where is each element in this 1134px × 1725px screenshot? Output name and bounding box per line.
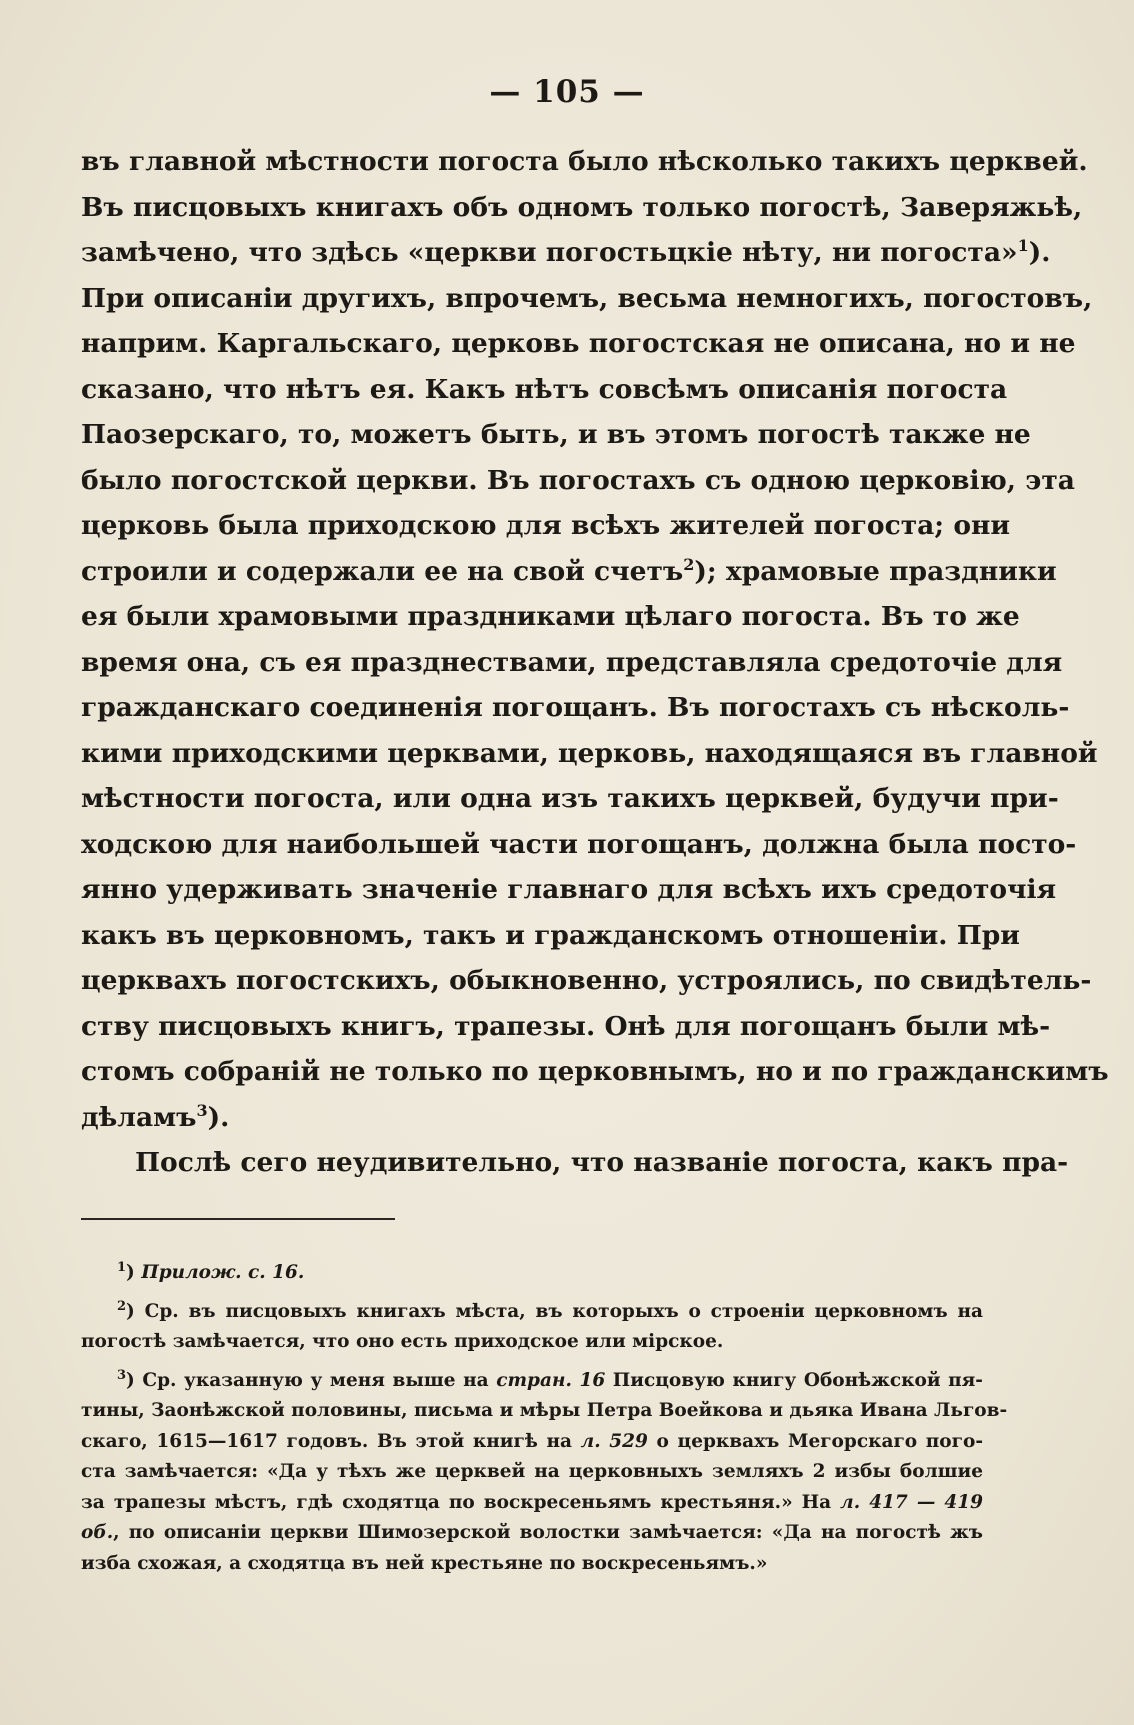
- footnote-reference: 1: [1017, 236, 1029, 256]
- text-line: [81, 367, 1008, 413]
- text-line-tail: ); храмовые праздники: [694, 555, 1057, 587]
- text-line: [81, 276, 1093, 322]
- text-line: [81, 685, 1070, 731]
- text-line: [81, 1140, 1069, 1186]
- text-line: [81, 549, 1057, 595]
- footnote-reference: 3: [196, 1100, 208, 1120]
- text-line-content: Паозерскаго, то, можетъ быть, и въ этомъ погостѣ также не: [81, 419, 1031, 450]
- footnote-line: [81, 1518, 983, 1549]
- footnote-number: 3: [117, 1367, 127, 1383]
- footnote-text: изба схожая, а сходятца въ ней крестьяне по воскресеньямъ.»: [81, 1552, 768, 1574]
- text-line-content: дѣламъ: [81, 1101, 197, 1133]
- footnote-line: [81, 1396, 1008, 1427]
- text-line-tail: ).: [207, 1101, 230, 1133]
- text-line: [81, 185, 1083, 231]
- text-line: [81, 412, 1031, 458]
- footnote-reference: 2: [683, 554, 695, 574]
- footnote-text: скаго, 1615—1617 годовъ. Въ этой книгѣ на: [81, 1430, 581, 1452]
- text-line-content: ходскою для наибольшей части погощанъ, должна была посто-: [81, 828, 1077, 860]
- text-line: [81, 321, 1076, 367]
- text-line-content: строили и содержали ее на свой счетъ: [81, 555, 684, 587]
- text-line-content: время она, съ ея празднествами, представляла средоточіе для: [81, 646, 1063, 678]
- footnote-number: 1: [117, 1259, 127, 1275]
- text-line: [81, 867, 1057, 913]
- footnote-line: [81, 1457, 983, 1488]
- text-line: [81, 731, 1098, 777]
- text-line-content: замѣчено, что здѣсь «церкви погостьцкіе нѣту, ни погоста»: [81, 237, 1018, 268]
- text-line: [81, 913, 1020, 959]
- text-line: [81, 640, 1063, 686]
- footnote-text: за трапезы мѣстъ, гдѣ сходятца по воскресеньямъ крестьяня.» На: [81, 1491, 841, 1513]
- text-line-content: въ главной мѣстности погоста было нѣсколько такихъ церквей.: [81, 146, 1088, 177]
- text-line-content: было погостской церкви. Въ погостахъ съ одною церковію, эта: [81, 464, 1075, 496]
- footnote-gap: [81, 1358, 983, 1366]
- text-line-content: ея были храмовыми праздниками цѣлаго погоста. Въ то же: [81, 601, 1020, 632]
- footnote-text: ) Ср. въ писцовыхъ книгахъ мѣста, въ которыхъ о строеніи церковномъ на: [126, 1300, 983, 1322]
- text-line: [81, 594, 1020, 640]
- text-line-content: сказано, что нѣтъ ея. Какъ нѣтъ совсѣмъ описанія погоста: [81, 373, 1008, 405]
- text-line: [81, 958, 1092, 1004]
- text-line-content: При описаніи другихъ, впрочемъ, весьма немногихъ, погостовъ,: [81, 282, 1093, 314]
- footnote-line: [81, 1297, 983, 1328]
- text-line: [81, 1049, 1109, 1095]
- text-line-content: церквахъ погостскихъ, обыкновенно, устроялись, по свидѣтель-: [81, 965, 1092, 996]
- text-line: [81, 776, 1059, 822]
- text-line-content: мѣстности погоста, или одна изъ такихъ церквей, будучи при-: [81, 783, 1059, 814]
- text-line: [81, 458, 1075, 504]
- text-line: [81, 503, 1011, 549]
- text-line: [81, 822, 1077, 868]
- footnote-text: ста замѣчается: «Да у тѣхъ же церквей на церковныхъ земляхъ 2 избы болшие: [81, 1461, 983, 1482]
- text-line-content: кими приходскими церквами, церковь, находящаяся въ главной: [81, 737, 1098, 769]
- footnote-citation: стран. 16: [496, 1369, 606, 1391]
- footnote-citation: л. 417 — 419: [840, 1491, 983, 1513]
- footnote-text: погостѣ замѣчается, что оно есть приходское или мірское.: [81, 1331, 724, 1352]
- footnote-line: [81, 1427, 983, 1458]
- text-line-content: церковь была приходскою для всѣхъ жителей погоста; они: [81, 510, 1011, 541]
- footnote-line: [81, 1327, 983, 1358]
- text-line-content: ству писцовыхъ книгъ, трапезы. Онѣ для погощанъ были мѣ-: [81, 1010, 1051, 1042]
- footnote-separator: [81, 1218, 395, 1220]
- text-line: [81, 1004, 1051, 1050]
- footnote-text: тины, Заонѣжской половины, письма и мѣры Петра Воейкова и дьяка Ивана Льгов-: [81, 1400, 1008, 1421]
- footnote-text: ): [126, 1262, 142, 1283]
- text-line-content: стомъ собраній не только по церковнымъ, но и по гражданскимъ: [81, 1056, 1109, 1087]
- text-line-content: какъ въ церковномъ, такъ и гражданскомъ отношеніи. При: [81, 919, 1020, 951]
- text-line: [81, 139, 1088, 185]
- text-line-content: Въ писцовыхъ книгахъ объ одномъ только погостѣ, Заверяжьѣ,: [81, 191, 1083, 223]
- footnote-line: [81, 1549, 983, 1580]
- text-line-content: гражданскаго соединенія погощанъ. Въ погостахъ съ нѣсколь-: [81, 692, 1070, 723]
- main-text: [81, 139, 1109, 1186]
- footnote-citation: Прилож. с. 16.: [141, 1262, 305, 1283]
- text-line-content: янно удерживать значеніе главнаго для всѣхъ ихъ средоточія: [81, 874, 1057, 905]
- text-line: [81, 230, 1051, 276]
- footnote-number: 2: [117, 1298, 127, 1314]
- footnote-text: о церквахъ Мегорскаго пого-: [647, 1430, 983, 1452]
- footnote-gap: [81, 1289, 983, 1297]
- text-line: [81, 1095, 983, 1141]
- footnote-line: [81, 1258, 983, 1289]
- footnote-text: Писцовую книгу Обонѣжской пя-: [605, 1369, 983, 1391]
- footnote-citation: л. 529: [580, 1430, 648, 1452]
- footnote-text: ) Ср. указанную у меня выше на: [126, 1369, 497, 1391]
- text-line-content: наприм. Каргальскаго, церковь погостская не описана, но и не: [81, 328, 1076, 359]
- footnote-text: , по описаніи церкви Шимозерской волостки замѣчается: «Да на погостѣ жъ: [113, 1522, 983, 1543]
- footnote-line: [81, 1366, 983, 1397]
- footnotes: [81, 1258, 1008, 1579]
- footnote-line: [81, 1488, 983, 1519]
- footnote-citation: об.: [81, 1522, 114, 1543]
- text-line-content: Послѣ сего неудивительно, что названіе погоста, какъ пра-: [135, 1147, 1069, 1178]
- text-line-tail: ).: [1028, 237, 1051, 268]
- page-number: — 105 —: [489, 74, 645, 110]
